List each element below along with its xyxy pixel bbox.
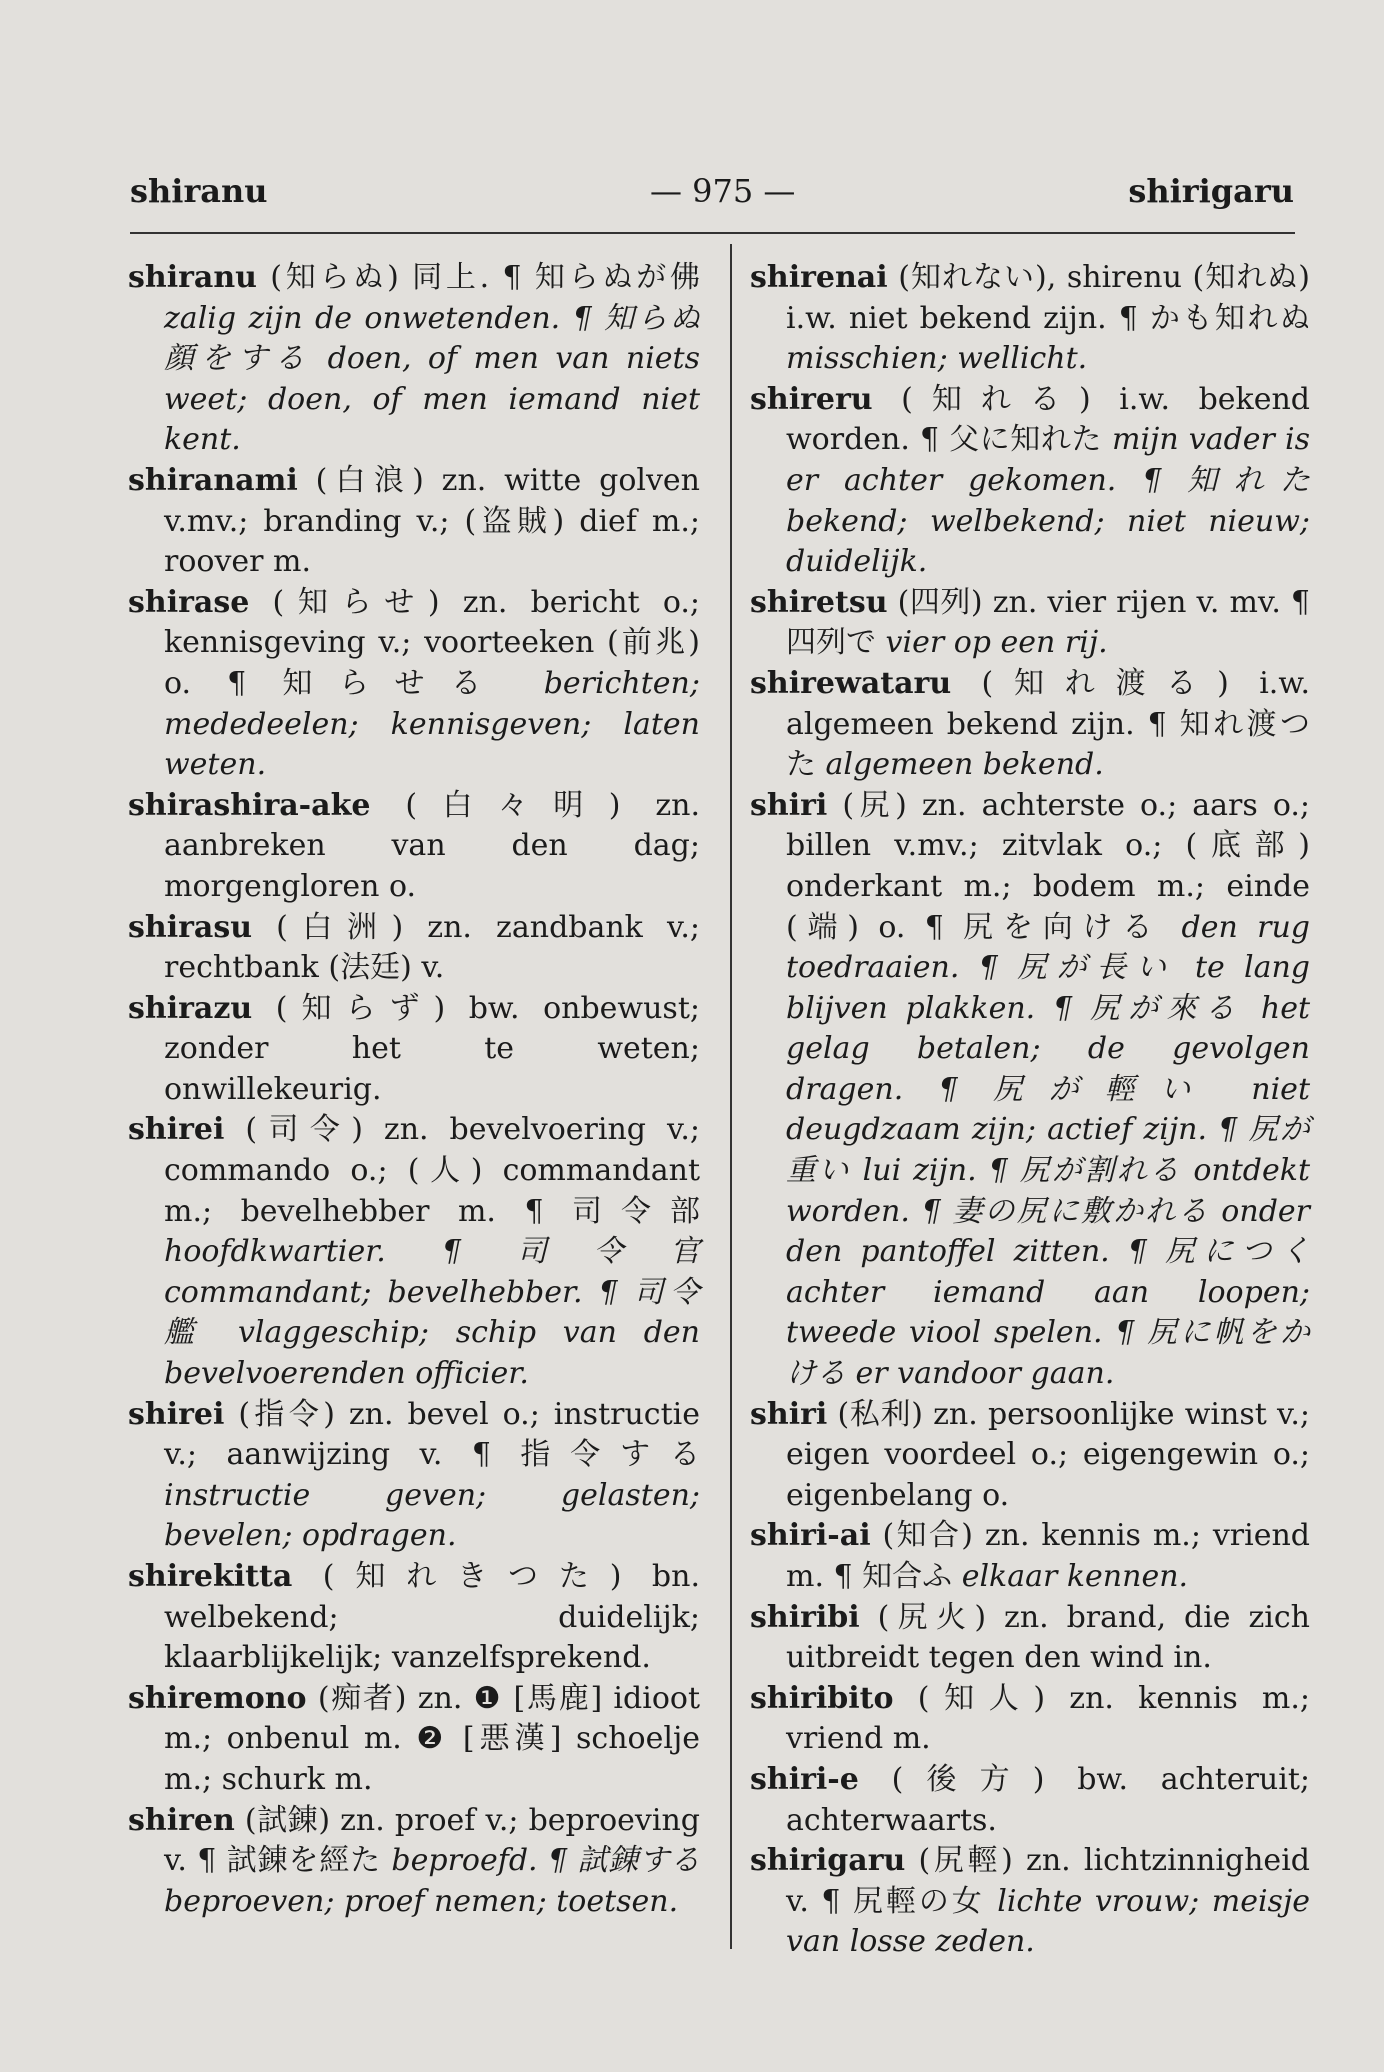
dictionary-entry bbox=[750, 583, 1310, 664]
entry-text: (痴者) zn. ❶ [馬鹿] idioot m.; onbenul m. ❷ [悪漢] schoelje m.; schurk m. bbox=[164, 1680, 700, 1797]
dictionary-entry bbox=[128, 1557, 700, 1679]
running-head-left: shiranu bbox=[130, 172, 268, 210]
entry-text: (知れ渡る) i.w. algemeen bekend zijn. ¶ 知れ渡つた bbox=[786, 665, 1311, 783]
headword: shireru bbox=[750, 381, 873, 417]
dictionary-entry bbox=[750, 1841, 1310, 1963]
entry-gloss: beproefd. ¶ 試錬する beproeven; proef nemen; toetsen. bbox=[164, 1843, 700, 1919]
headword: shiri-ai bbox=[750, 1518, 871, 1554]
entry-text: (尻輕) zn. lichtzinnigheid v. ¶ 尻輕の女 bbox=[786, 1843, 1310, 1919]
entry-gloss: instructie geven; gelasten; bevelen; opdragen. bbox=[164, 1477, 700, 1554]
entry-text: (知らせ) zn. bericht o.; kennisgeving v.; voorteeken (前兆) o. ¶ 知らせる bbox=[164, 584, 701, 701]
entry-text: (知合) zn. kennis m.; vriend m. ¶ 知合ふ bbox=[786, 1518, 1310, 1594]
entry-gloss: mijn vader is er achter gekomen. ¶ 知れた bekend; welbekend; niet nieuw; duidelijk. bbox=[786, 422, 1310, 580]
headword: shiranami bbox=[128, 462, 298, 498]
dictionary-entry bbox=[128, 1679, 700, 1801]
entry-text: (尻) zn. achterste o.; aars o.; billen v.mv.; zitvlak o.; (底部) onderkant m.; bodem m.; einde (端) o. ¶ 尻を向ける bbox=[786, 787, 1310, 945]
headword: shirigaru bbox=[750, 1843, 906, 1879]
dictionary-entry bbox=[750, 1679, 1310, 1760]
dictionary-entry bbox=[128, 1395, 700, 1557]
entry-text: (尻火) zn. brand, die zich uitbreidt tegen den wind in. bbox=[786, 1599, 1310, 1676]
entry-text: (知れる) i.w. bekend worden. ¶ 父に知れた bbox=[786, 381, 1310, 458]
entry-gloss: misschien; wellicht. bbox=[786, 341, 1088, 377]
left-column bbox=[128, 258, 700, 1922]
entry-text: (後方) bw. achteruit; achterwaarts. bbox=[786, 1761, 1310, 1838]
entry-text: (白洲) zn. zandbank v.; rechtbank (法廷) v. bbox=[164, 909, 700, 986]
headword: shiremono bbox=[128, 1680, 307, 1716]
dictionary-entry bbox=[750, 1395, 1310, 1517]
entry-gloss: vier op een rij. bbox=[885, 625, 1108, 661]
dictionary-entry bbox=[128, 786, 700, 908]
dictionary-entry bbox=[128, 461, 700, 583]
entry-gloss: hoofdkwartier. ¶ 司令官 commandant; bevelhebber. ¶ 司令艦 vlaggeschip; schip van den bevelvoerenden officier. bbox=[164, 1234, 700, 1392]
entry-gloss: algemeen bekend. bbox=[825, 747, 1104, 783]
dictionary-entry bbox=[750, 380, 1310, 583]
headword: shirasu bbox=[128, 909, 253, 945]
headword: shiribi bbox=[750, 1599, 860, 1635]
headword: shiri-e bbox=[750, 1761, 859, 1797]
dictionary-entry bbox=[128, 583, 700, 786]
headword: shiribito bbox=[750, 1680, 894, 1716]
entry-gloss: lichte vrouw; meisje van losse zeden. bbox=[786, 1883, 1310, 1960]
entry-text: (指令) zn. bevel o.; instructie v.; aanwijzing v. ¶ 指令する bbox=[164, 1396, 700, 1473]
entry-gloss: berichten; mededeelen; kennisgeven; laten weten. bbox=[164, 665, 700, 783]
dictionary-entry bbox=[128, 1110, 700, 1394]
entry-text: (知れきつた) bn. welbekend; duidelijk; klaarblijkelijk; vanzelfsprekend. bbox=[164, 1559, 700, 1676]
header-rule bbox=[130, 232, 1295, 234]
entry-gloss: zalig zijn de onwetenden. ¶ 知らぬ顔をする doen, of men van niets weet; doen, of men iemand niet kent. bbox=[164, 300, 700, 458]
headword: shirenai bbox=[750, 260, 888, 295]
headword: shirekitta bbox=[128, 1559, 293, 1594]
column-divider bbox=[730, 244, 732, 1949]
dictionary-entry bbox=[128, 1801, 700, 1923]
headword: shiren bbox=[128, 1802, 235, 1838]
entry-text: (知れない), shirenu (知れぬ) i.w. niet bekend zijn. ¶ かも知れぬ bbox=[786, 260, 1310, 336]
dictionary-entry bbox=[750, 1598, 1310, 1679]
headword: shirei bbox=[128, 1112, 225, 1148]
headword: shirazu bbox=[128, 990, 253, 1026]
entry-text: (試錬) zn. proef v.; beproeving v. ¶ 試錬を經た bbox=[164, 1802, 700, 1879]
headword: shirewataru bbox=[750, 665, 952, 701]
dictionary-entry bbox=[750, 1760, 1310, 1841]
headword: shiretsu bbox=[750, 584, 888, 620]
entry-text: (知らぬ) 同上. ¶ 知らぬが佛 bbox=[270, 260, 700, 295]
headword: shiri bbox=[750, 787, 828, 823]
running-head-right: shirigaru bbox=[1128, 172, 1294, 210]
entry-gloss: elkaar kennen. bbox=[961, 1559, 1189, 1594]
entry-gloss: den rug toedraaien. ¶ 尻が長い te lang blijven plakken. ¶ 尻が來る het gelag betalen; de gevolgen dragen. ¶ 尻が輕い niet deugdzaam zijn; actief zijn. ¶ 尻が重い lui zijn. ¶ 尻が割れる ontdekt worden. ¶ 妻の尻に敷かれる onder den pantoffel zitten. ¶ 尻につく achter iemand aan loopen; tweede viool spelen. ¶ 尻に帆をかける er vandoor gaan. bbox=[786, 909, 1310, 1392]
headword: shiranu bbox=[128, 260, 257, 295]
right-column bbox=[750, 258, 1310, 1963]
headword: shirei bbox=[128, 1396, 225, 1432]
entry-text: (白浪) zn. witte golven v.mv.; branding v.; (盗賊) dief m.; roover m. bbox=[164, 462, 700, 580]
headword: shirase bbox=[128, 584, 250, 620]
dictionary-entry bbox=[750, 664, 1310, 786]
dictionary-entry bbox=[128, 989, 700, 1111]
dictionary-entry bbox=[128, 908, 700, 989]
dictionary-entry bbox=[750, 258, 1310, 380]
entry-text: (私利) zn. persoonlijke winst v.; eigen voordeel o.; eigengewin o.; eigenbelang o. bbox=[786, 1396, 1310, 1513]
entry-text: (知らず) bw. onbewust; zonder het te weten; onwillekeurig. bbox=[164, 990, 700, 1107]
entry-text: (司令) zn. bevelvoering v.; commando o.; (人) commandant m.; bevelhebber m. ¶ 司令部 bbox=[164, 1112, 700, 1229]
dictionary-entry bbox=[128, 258, 700, 461]
entry-text: (白々明) zn. aanbreken van den dag; morgengloren o. bbox=[164, 787, 700, 904]
dictionary-entry bbox=[750, 786, 1310, 1395]
dictionary-entry bbox=[750, 1516, 1310, 1597]
entry-text: (知人) zn. kennis m.; vriend m. bbox=[786, 1680, 1310, 1757]
headword: shiri bbox=[750, 1396, 828, 1432]
entry-text: (四列) zn. vier rijen v. mv. ¶ 四列で bbox=[786, 584, 1311, 661]
headword: shirashira-ake bbox=[128, 787, 371, 823]
page-number: — 975 — bbox=[650, 172, 796, 210]
